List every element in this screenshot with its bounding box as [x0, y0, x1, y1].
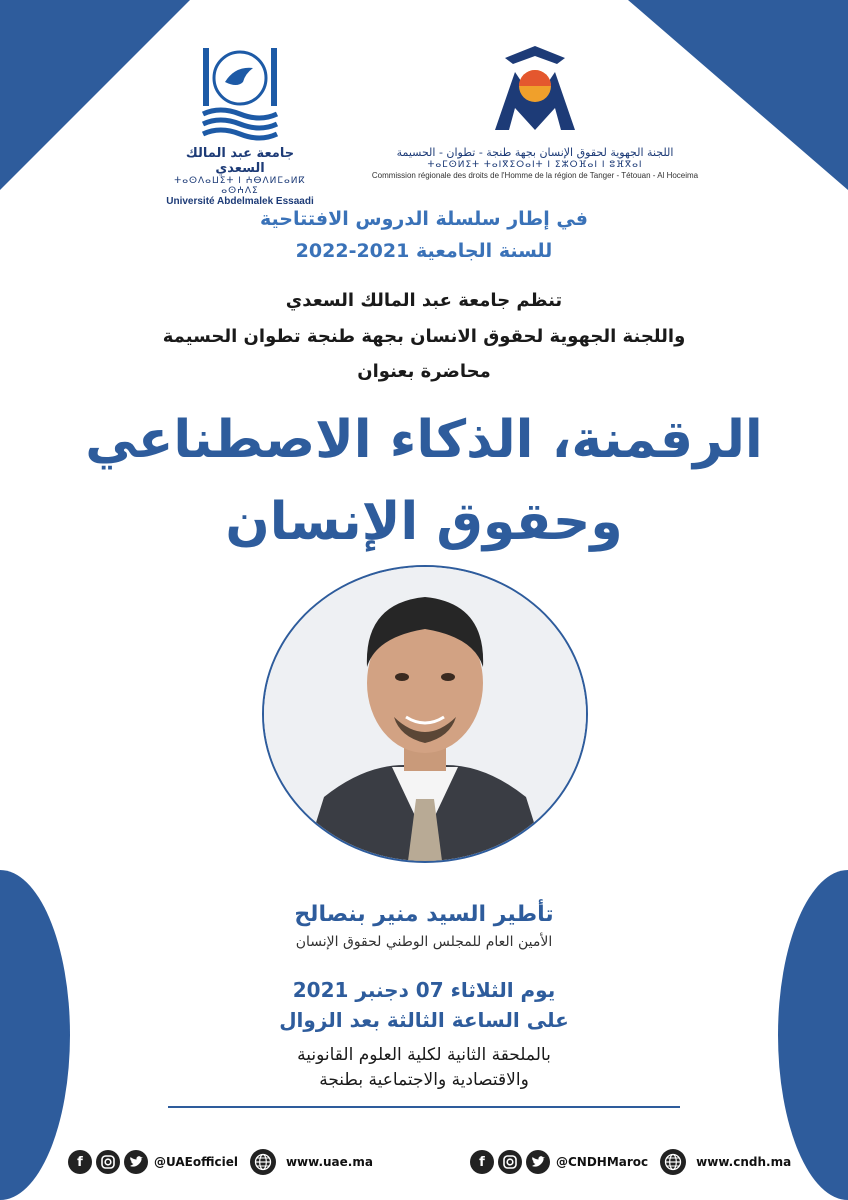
uae-emblem-icon	[195, 44, 285, 144]
lecture-title-line-2: وحقوق الإنسان	[225, 492, 623, 552]
cndh-social-handle[interactable]: @CNDHMaroc	[556, 1155, 649, 1169]
facebook-icon[interactable]: f	[68, 1150, 92, 1174]
uae-name-french: Université Abdelmalek Essaadi	[166, 196, 314, 207]
globe-icon[interactable]	[250, 1149, 276, 1175]
twitter-icon[interactable]	[526, 1150, 550, 1174]
intro-series-line: في إطار سلسلة الدروس الافتتاحية	[260, 208, 588, 230]
cndh-name-arabic: اللجنة الجهوية لحقوق الإنسان بجهة طنجة - تطوان - الحسيمة	[396, 146, 674, 159]
twitter-icon[interactable]	[124, 1150, 148, 1174]
cndh-logo	[355, 42, 715, 192]
speaker-photo	[262, 565, 588, 863]
instagram-icon[interactable]	[498, 1150, 522, 1174]
corner-decoration-bottom-left	[0, 870, 70, 1200]
footer-uae-social	[68, 1148, 381, 1176]
uae-logo	[160, 44, 320, 207]
cndh-name-french: Commission régionale des droits de l'Homme de la région de Tanger - Tétouan - Al Hoceima	[371, 171, 699, 180]
intro-year-line: للسنة الجامعية 2021-2022	[295, 240, 553, 262]
cndh-emblem-icon	[485, 42, 585, 138]
organizer-line-2: واللجنة الجهوية لحقوق الانسان بجهة طنجة تطوان الحسيمة	[162, 326, 686, 347]
speaker-name: تأطير السيد منير بنصالح	[294, 902, 554, 927]
uae-name-tifinagh: ⵜⴰⵙⴷⴰⵡⵉⵜ ⵏ ⵄⴱⴷⵍⵎⴰⵍⴽ ⴰⵙⵄⴷⵉ	[174, 176, 306, 196]
instagram-icon[interactable]	[96, 1150, 120, 1174]
footer-cndh-social	[470, 1148, 799, 1176]
globe-icon[interactable]	[660, 1149, 686, 1175]
cndh-name-tifinagh: ⵜⴰⵎⵙⵍⵉⵜ ⵜⴰⵏⴳⵉⵔⴰⵏⵜ ⵏ ⵉⵣⵔⴼⴰⵏ ⵏ ⵓⴼⴳⴰⵏ	[427, 160, 643, 170]
cndh-website-link[interactable]: www.cndh.ma	[696, 1155, 792, 1169]
lecture-label: محاضرة بعنوان	[357, 361, 491, 382]
facebook-icon[interactable]: f	[470, 1150, 494, 1174]
uae-social-handle[interactable]: @UAEofficiel	[154, 1155, 238, 1169]
event-venue-line-2: والاقتصادية والاجتماعية بطنجة	[319, 1070, 529, 1090]
event-time: على الساعة الثالثة بعد الزوال	[279, 1008, 569, 1032]
divider	[168, 1106, 680, 1108]
event-date: يوم الثلاثاء 07 دجنبر 2021	[292, 978, 556, 1002]
uae-website-link[interactable]: www.uae.ma	[285, 1155, 373, 1169]
lecture-title-line-1: الرقمنة، الذكاء الاصطناعي	[85, 410, 763, 470]
speaker-role: الأمين العام للمجلس الوطني لحقوق الإنسان	[295, 934, 553, 950]
organizer-line-1: تنظم جامعة عبد المالك السعدي	[285, 290, 563, 311]
event-venue-line-1: بالملحقة الثانية لكلية العلوم القانونية	[297, 1045, 551, 1065]
uae-name-arabic: جامعة عبد المالك السعدي	[185, 146, 295, 176]
